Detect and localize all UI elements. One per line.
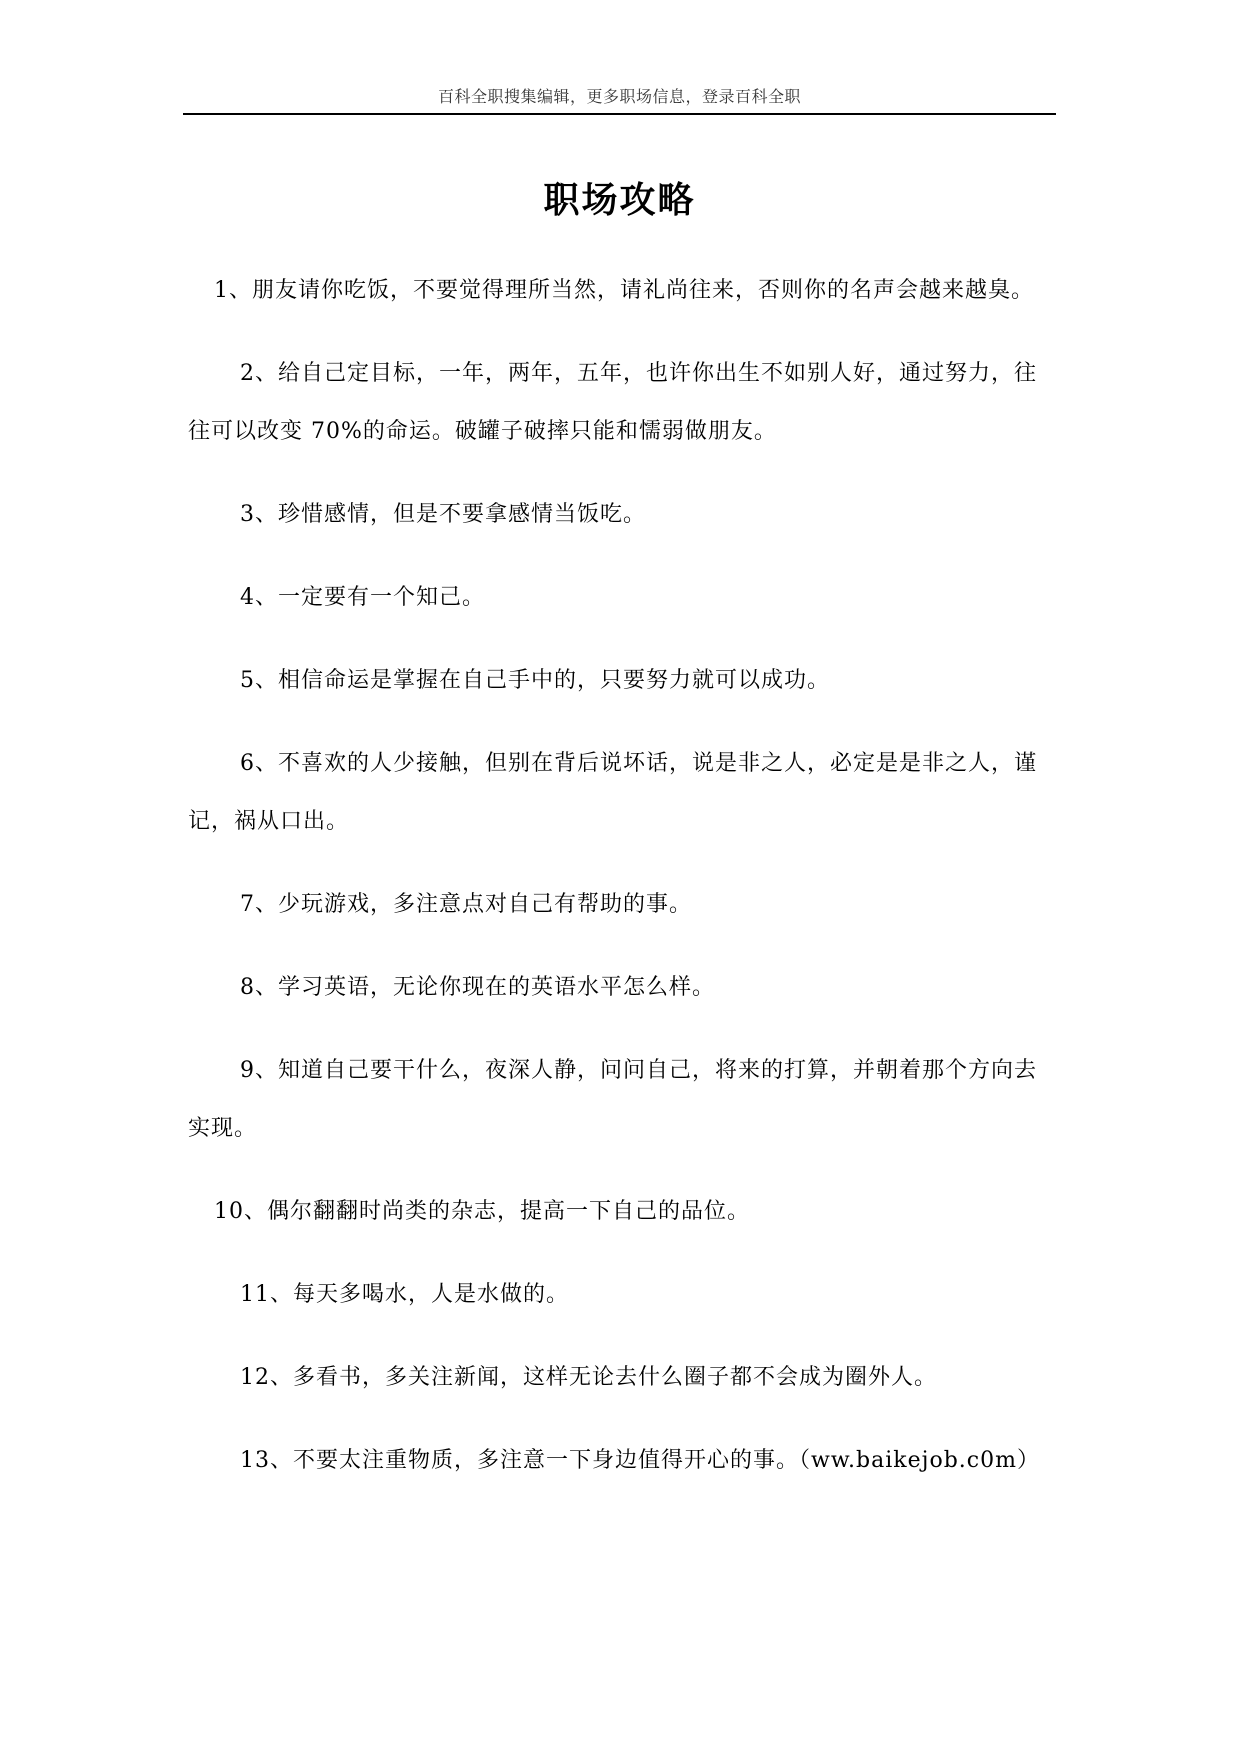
list-item: 1、朋友请你吃饭，不要觉得理所当然，请礼尚往来，否则你的名声会越来越臭。	[214, 278, 1034, 303]
list-item: 7、少玩游戏，多注意点对自己有帮助的事。	[240, 892, 692, 917]
document-title: 职场攻略	[543, 179, 696, 221]
list-item: 6、不喜欢的人少接触，但别在背后说坏话，说是非之人，必定是是非之人，谨记，祸从口出。	[188, 751, 1037, 834]
list-item: 5、相信命运是掌握在自己手中的，只要努力就可以成功。	[240, 668, 830, 693]
list-item: 8、学习英语，无论你现在的英语水平怎么样。	[240, 975, 715, 1000]
list-item: 2、给自己定目标，一年，两年，五年，也许你出生不如别人好，通过努力，往往可以改变 70%的命运。破罐子破摔只能和懦弱做朋友。	[188, 361, 1037, 444]
document-body	[188, 262, 1053, 1515]
list-item: 9、知道自己要干什么，夜深人静，问问自己，将来的打算，并朝着那个方向去实现。	[188, 1058, 1037, 1141]
list-item: 3、珍惜感情，但是不要拿感情当饭吃。	[240, 502, 646, 527]
header-divider	[183, 113, 1056, 115]
list-item: 11、每天多喝水，人是水做的。	[240, 1282, 569, 1307]
page-header: 百科全职搜集编辑，更多职场信息，登录百科全职	[437, 87, 801, 106]
list-item: 12、多看书，多关注新闻，这样无论去什么圈子都不会成为圈外人。	[240, 1365, 937, 1390]
list-item: 4、一定要有一个知己。	[240, 585, 485, 610]
list-item: 13、不要太注重物质，多注意一下身边值得开心的事。（ww.baikejob.c0m）	[240, 1448, 1040, 1473]
list-item: 10、偶尔翻翻时尚类的杂志，提高一下自己的品位。	[214, 1199, 750, 1224]
